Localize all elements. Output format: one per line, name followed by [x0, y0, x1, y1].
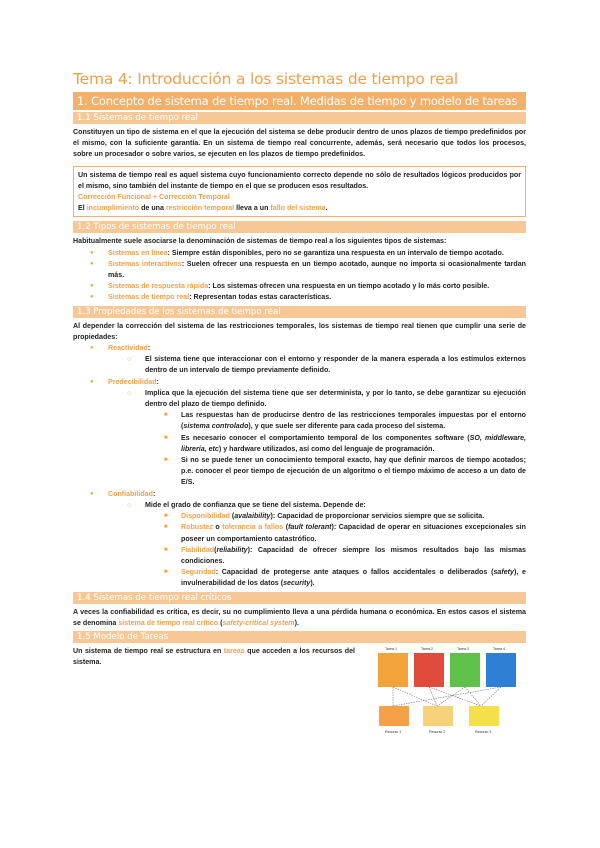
- properties-list: [73, 343, 526, 589]
- task-model-diagram: [363, 643, 528, 743]
- list-item: ● Confiabilidad: ○ Mide el grado de confianza que se tiene del sistema. Depende de: ■ Disponibilidad (avalaibility): Capacidad de proporcionar servicios siempre que se solicita. ■ Robustez o tolerancia a fallos (fault tolerant): Capacidad de operar en situaciones excepcionales sin poseer un comportamiento catastrófico. ■ Fiabilidad(reliability): Capacidad de ofrecer siempre los mismos resultados bajo las mismas condiciones. ■ Seguridad: Capacidad de protegerse ante ataques o fallos accidentales o deliberados (safety), e invulnerabilidad de los datos (security).: [73, 489, 526, 590]
- definition-text: Un sistema de tiempo real es aquel sistema cuyo funcionamiento correcto depende no sólo de resultados lógicos producidos por el mismo, sino también del instante de tiempo en el que se producen esos resultados.: [78, 170, 521, 190]
- resource-label: Recurso 2: [429, 729, 446, 734]
- list-item: ■ Es necesario conocer el comportamiento temporal de los componentes software (SO, middleware, librería, etc) y hardware utilizados, así como del lenguaje de programación.: [73, 433, 526, 455]
- list-item: ● Sistemas de tiempo real: Representan todas estas características.: [73, 292, 526, 303]
- list-item: ■ Fiabilidad(reliability): Capacidad de ofrecer siempre los mismos resultados bajo las mismas condiciones.: [73, 545, 526, 567]
- list-item: ● Sistemas interactivos: Suelen ofrecer una respuesta en un tiempo acotado, aunque no importa si ocasionalmente tardan más.: [73, 259, 526, 281]
- paragraph-s13-intro: Al depender la corrección del sistema de las restricciones temporales, los sistemas de tiempo real tienen que cumplir una serie de propiedades:: [73, 321, 526, 341]
- list-item: ● Reactividad: ○ El sistema tiene que interaccionar con el entorno y responder de la manera esperada a los estímulos externos dentro de un intervalo de tiempo previamente definido.: [73, 343, 526, 377]
- resource-box-3: [469, 706, 499, 726]
- task-box-1: [378, 653, 408, 687]
- subsection-heading-1-3: 1.3 Propiedades de los sistemas de tiempo real: [73, 306, 526, 318]
- paragraph-s14: A veces la confiabilidad es crítica, es decir, su no cumplimiento lleva a una pérdida humana o económica. En estos casos el sistema se denomina sistema de tiempo real crítico (safety-critical system).: [73, 607, 526, 627]
- document-body: [73, 70, 527, 734]
- paragraph-s12-intro: Habitualmente suele asociarse la denominación de sistemas de tiempo real a los siguientes tipos de sistemas:: [73, 237, 447, 246]
- task-model-section: [73, 646, 526, 734]
- definition-consequence: El incumplimiento de una restricción temporal lleva a un fallo del sistema.: [78, 204, 328, 213]
- access-arrows: [393, 687, 501, 706]
- subsection-heading-1-1: 1.1 Sistemas de tiempo real: [73, 112, 526, 124]
- list-item: ○ Mide el grado de confianza que se tiene del sistema. Depende de: ■ Disponibilidad (avalaibility): Capacidad de proporcionar servicios siempre que se solicita. ■ Robustez o tolerancia a fallos (fault tolerant): Capacidad de operar en situaciones excepcionales sin poseer un comportamiento catastrófico. ■ Fiabilidad(reliability): Capacidad de ofrecer siempre los mismos resultados bajo las mismas condiciones. ■ Seguridad: Capacidad de protegerse ante ataques o fallos accidentales o deliberados (safety), e invulnerabilidad de los datos (security).: [73, 500, 526, 590]
- section-heading-1: 1. Concepto de sistema de tiempo real. Medidas de tiempo y modelo de tareas: [73, 92, 526, 110]
- list-item: ● Sistemas de respuesta rápida: Los sistemas ofrecen una respuesta en un tiempo acotado y lo más corto posible.: [73, 281, 526, 292]
- list-item: ● Predecibilidad: ○ Implica que la ejecución del sistema tiene que ser determinista, y por lo tanto, se debe garantizar su ejecución dentro del plazo de tiempo definido. ■ Las respuestas han de producirse dentro de las restricciones temporales impuestas por el entorno (sistema controlado), y que suele ser diferente para cada proceso del sistema. ■ Es necesario conocer el comportamiento temporal de los componentes software (SO, middleware, librería, etc) y hardware utilizados, así como del lenguaje de programación. ■ Si no se puede tener un conocimiento temporal exacto, hay que definir marcos de tiempo acotados; p.e. conocer el peor tiempo de ejecución de un algoritmo o el tiempo máximo de acceso a un dato de E/S.: [73, 377, 526, 489]
- resource-box-1: [379, 706, 409, 726]
- resource-label: Recurso 3: [475, 729, 492, 734]
- subsection-heading-1-2: 1.2 Tipos de sistemas de tiempo real: [73, 221, 526, 233]
- list-item: ■ Robustez o tolerancia a fallos (fault tolerant): Capacidad de operar en situaciones excepcionales sin poseer un comportamiento catastrófico.: [73, 522, 526, 544]
- system-types-list: [73, 248, 526, 304]
- document-title: Tema 4: Introducción a los sistemas de tiempo real: [73, 70, 458, 88]
- resource-label: Recurso 1: [385, 729, 402, 734]
- paragraph-s15: Un sistema de tiempo real se estructura en tareas que acceden a los recursos del sistema.: [73, 646, 355, 667]
- paragraph-s11: Constituyen un tipo de sistema en el que la ejecución del sistema se debe producir dentro de unos plazos de tiempo predefinidos por el mismo, con la suficiente garantía. En un sistema de tiempo real concurrente, además, será necesario que todos los procesos, sobre un procesador o sobre varios, se ejecuten en los plazos de tiempo predefinidos.: [73, 128, 526, 159]
- list-item: ■ Disponibilidad (avalaibility): Capacidad de proporcionar servicios siempre que se solicita.: [73, 511, 526, 522]
- definition-box: [73, 166, 526, 218]
- list-item: ○ Implica que la ejecución del sistema tiene que ser determinista, y por lo tanto, se debe garantizar su ejecución dentro del plazo de tiempo definido. ■ Las respuestas han de producirse dentro de las restricciones temporales impuestas por el entorno (sistema controlado), y que suele ser diferente para cada proceso del sistema. ■ Es necesario conocer el comportamiento temporal de los componentes software (SO, middleware, librería, etc) y hardware utilizados, así como del lenguaje de programación. ■ Si no se puede tener un conocimiento temporal exacto, hay que definir marcos de tiempo acotados; p.e. conocer el peor tiempo de ejecución de un algoritmo o el tiempo máximo de acceso a un dato de E/S.: [73, 388, 526, 489]
- list-item: ■ Las respuestas han de producirse dentro de las restricciones temporales impuestas por el entorno (sistema controlado), y que suele ser diferente para cada proceso del sistema.: [73, 410, 526, 432]
- definition-formula: Corrección Funcional + Corrección Temporal: [78, 193, 230, 202]
- subsection-heading-1-4: 1.4 Sistemas de tiempo real críticos: [73, 592, 526, 604]
- list-item: ■ Si no se puede tener un conocimiento temporal exacto, hay que definir marcos de tiempo acotados; p.e. conocer el peor tiempo de ejecución de un algoritmo o el tiempo máximo de acceso a un dato de E/S.: [73, 455, 526, 489]
- task-label: Tarea 4: [493, 646, 505, 651]
- list-item: ○ El sistema tiene que interaccionar con el entorno y responder de la manera esperada a los estímulos externos dentro de un intervalo de tiempo previamente definido.: [73, 354, 526, 376]
- list-item: ■ Seguridad: Capacidad de protegerse ante ataques o fallos accidentales o deliberados (safety), e invulnerabilidad de los datos (security).: [73, 567, 526, 589]
- list-item: ● Sistemas en línea: Siempre están disponibles, pero no se garantiza una respuesta en un intervalo de tiempo acotado.: [73, 248, 526, 259]
- task-box-2: [414, 653, 444, 687]
- task-label: Tarea 3: [457, 646, 469, 651]
- subsection-heading-1-5: 1.5 Modelo de Tareas: [73, 631, 526, 643]
- task-label: Tarea 1: [385, 646, 397, 651]
- task-box-3: [450, 653, 480, 687]
- task-box-4: [486, 653, 516, 687]
- task-label: Tarea 2: [421, 646, 433, 651]
- resource-box-2: [423, 706, 453, 726]
